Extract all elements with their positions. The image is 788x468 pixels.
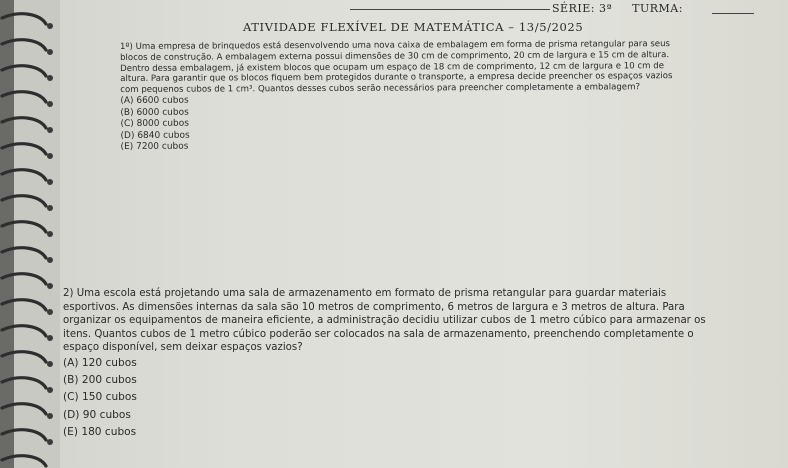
question-1-line: com pequenos cubos de 1 cm³. Quantos desses cubos serão necessários para preencher completamente a embalagem? <box>120 82 641 96</box>
question-2-line: itens. Quantos cubos de 1 metro cúbico poderão ser colocados na sala de armazenamento, preenchendo completamente o <box>63 328 694 340</box>
option-a: (A) 120 cubos <box>63 356 137 369</box>
question-1-line: 1º) Uma empresa de brinquedos está desenvolvendo uma nova caixa de embalagem em forma de prisma retangular para seus <box>120 39 671 52</box>
option-e: (E) 7200 cubos <box>120 142 189 153</box>
option-b: (B) 6000 cubos <box>120 107 189 118</box>
option-c: (C) 150 cubos <box>63 391 137 404</box>
question-1-line: Dentro dessa embalagem, já existem blocos que ocupam um espaço de 18 cm de comprimento, 12 cm de largura e 10 cm de <box>120 60 665 74</box>
question-1 <box>120 39 781 154</box>
question-2-line: organizar os equipamentos de maneira eficiente, a administração decidiu utilizar cubos de 1 metro cúbico para armazenar os <box>63 315 706 326</box>
option-e: (E) 180 cubos <box>63 426 137 439</box>
name-line <box>350 9 550 10</box>
option-c: (C) 8000 cubos <box>120 118 189 130</box>
serie-value: 3ª <box>598 2 613 15</box>
question-2-line: espaço disponível, sem deixar espaços vazios? <box>63 342 303 353</box>
question-2-options <box>63 355 778 442</box>
worksheet-header <box>0 2 788 42</box>
question-2-line: 2) Uma escola está projetando uma sala de armazenamento em formato de prisma retangular para guardar materiais <box>63 288 667 299</box>
turma-label: TURMA: <box>632 2 683 15</box>
spiral-binding <box>0 0 60 468</box>
question-2 <box>63 287 778 442</box>
turma-line <box>712 13 754 14</box>
serie-label: SÉRIE: <box>552 2 595 15</box>
option-d: (D) 6840 cubos <box>120 130 190 141</box>
option-a: (A) 6600 cubos <box>120 95 189 106</box>
page-title: ATIVIDADE FLEXÍVEL DE MATEMÁTICA – 13/5/2025 <box>243 20 584 34</box>
question-2-line: esportivos. As dimensões internas da sala são 10 metros de comprimento, 6 metros de largura e 3 metros de altura. Para <box>63 301 685 313</box>
question-1-line: altura. Para garantir que os blocos fiquem bem protegidos durante o transporte, a empresa decide preencher os espaços vazios <box>120 71 673 85</box>
question-1-line: blocos de construção. A embalagem externa possui dimensões de 30 cm de comprimento, 20 cm de largura e 15 cm de altura. <box>120 49 670 63</box>
question-1-options <box>120 93 780 154</box>
option-d: (D) 90 cubos <box>63 408 131 421</box>
option-b: (B) 200 cubos <box>63 373 137 386</box>
serie-turma <box>552 2 683 15</box>
